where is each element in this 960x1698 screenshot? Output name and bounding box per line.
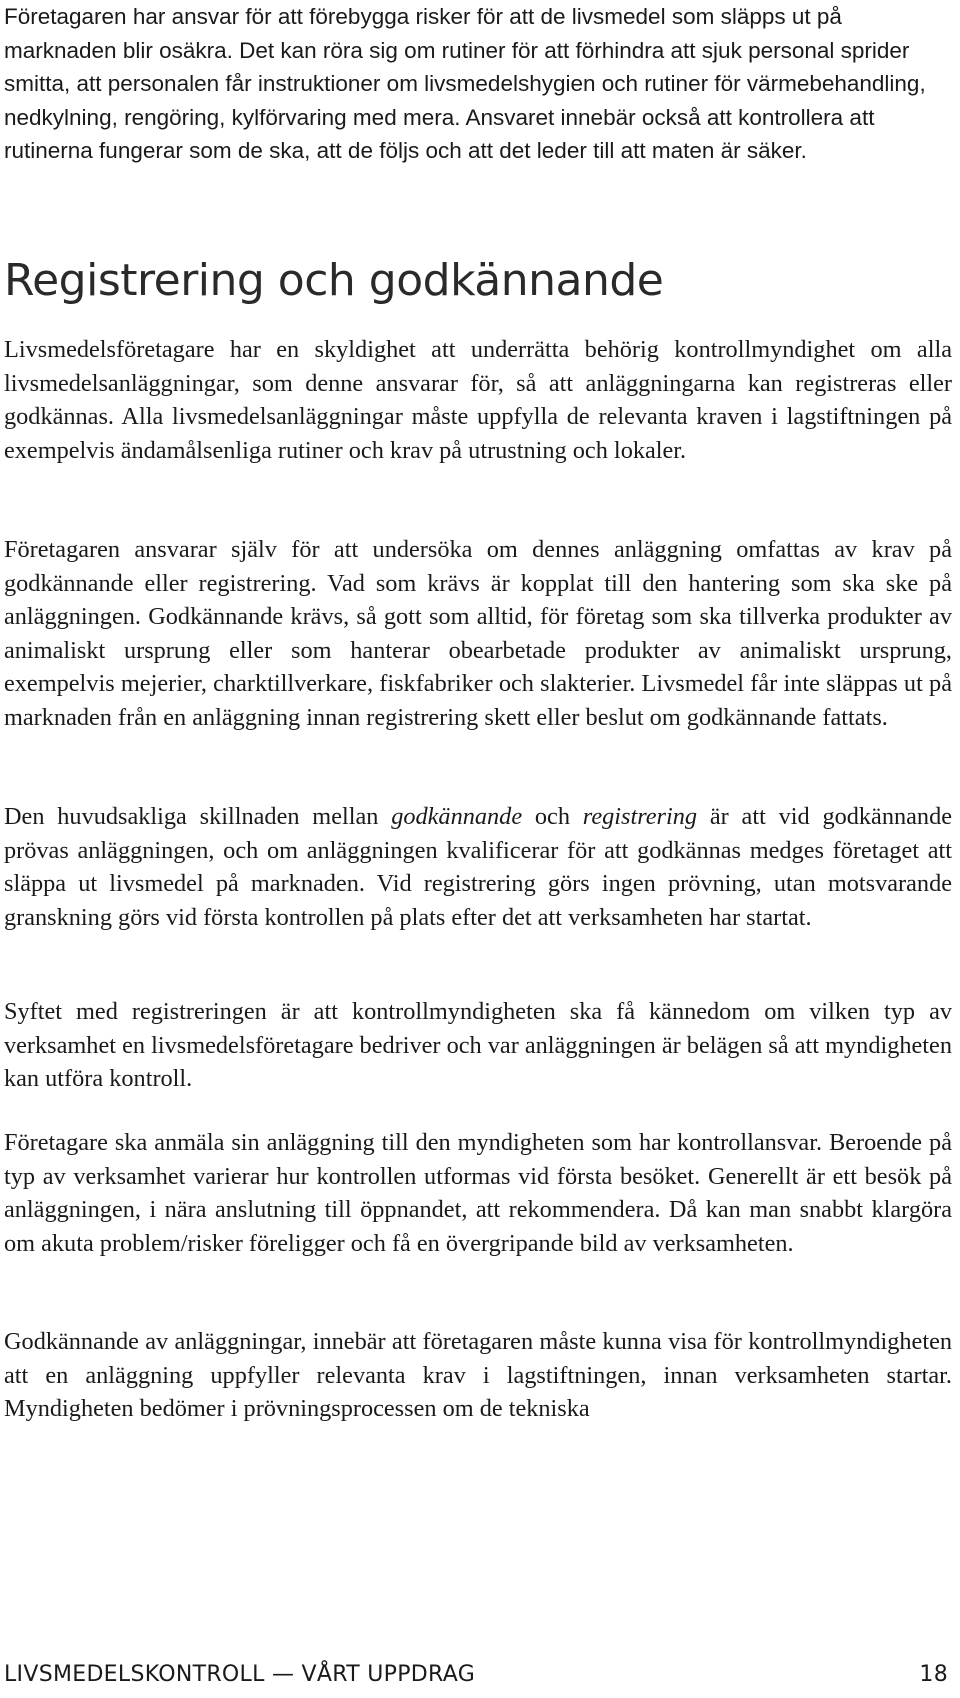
body-paragraph-4 (4, 995, 952, 1096)
body-paragraph-5 (4, 1126, 952, 1260)
paragraph-segment: är att vid godkännande prövas anläggningen, och om anläggningen kvalificerar för att godkännas medges företaget att släppa ut livsmedel på marknaden. Vid registrering görs ingen prövning, utan motsvarande granskning görs vid första kontrollen på plats efter det att verksamheten har startat. (4, 803, 952, 931)
emphasis-registrering: registrering (582, 803, 698, 830)
paragraph-segment: Den huvudsakliga skillnaden mellan (4, 803, 392, 830)
paragraph-text: Företagaren ansvarar själv för att undersöka om dennes anläggning omfattas av krav på godkännande eller registrering. Vad som krävs är kopplat till den hantering som ska ske på anläggningen. Godkännande krävs, så gott som alltid, för företag som ska tillverka produkter av animaliskt ursprung eller som hanterar obearbetade produkter av animaliskt ursprung, exempelvis mejerier, charktillverkare, fiskfabriker och slakterier. Livsmedel får inte släppas ut på marknaden från en anläggning innan registrering skett eller beslut om godkännande fattats. (4, 536, 952, 731)
paragraph-text: Godkännande av anläggningar, innebär att företagaren måste kunna visa för kontrollmyndigheten att en anläggning uppfyller relevanta krav i lagstiftningen, innan verksamheten startar. Myndigheten bedömer i prövningsprocessen om de tekniska (4, 1328, 952, 1422)
body-paragraph-6 (4, 1325, 952, 1426)
paragraph-text (4, 800, 952, 934)
intro-paragraph: Företagaren har ansvar för att förebygga risker för att de livsmedel som släpps ut på marknaden blir osäkra. Det kan röra sig om rutiner för att förhindra att sjuk personal sprider smitta, att personalen får instruktioner om livsmedelshygien och rutiner för värmebehandling, nedkylning, rengöring, kylförvaring med mera. Ansvaret innebär också att kontrollera att rutinerna fungerar som de ska, att de följs och att det leder till att maten är säker. (4, 4, 926, 163)
body-paragraph-3 (4, 800, 952, 934)
emphasis-godkannande: godkännande (391, 803, 523, 830)
body-paragraph-1 (4, 333, 952, 467)
paragraph-text: Syftet med registreringen är att kontrollmyndigheten ska få kännedom om vilken typ av verksamhet en livsmedelsföretagare bedriver och var anläggningen är belägen så att myndigheten kan utföra kontroll. (4, 998, 952, 1092)
page-number: 18 (919, 1662, 948, 1687)
paragraph-text: Företagare ska anmäla sin anläggning till den myndigheten som har kontrollansvar. Beroende på typ av verksamhet varierar hur kontrollen utformas vid första besöket. Generellt är ett besök på anläggningen, i nära anslutning till öppnandet, att rekommendera. Då kan man snabbt klargöra om akuta problem/risker föreligger och få en övergripande bild av verksamheten. (4, 1129, 952, 1257)
paragraph-segment: och (522, 803, 583, 830)
footer-title: LIVSMEDELSKONTROLL — VÅRT UPPDRAG (4, 1662, 476, 1687)
page-footer (4, 1662, 948, 1698)
paragraph-text: Livsmedelsföretagare har en skyldighet att underrätta behörig kontrollmyndighet om alla livsmedelsanläggningar, som denne ansvarar för, så att anläggningarna kan registreras eller godkännas. Alla livsmedelsanläggningar måste uppfylla de relevanta kraven i lagstiftningen på exempelvis ändamålsenliga rutiner och krav på utrustning och lokaler. (4, 336, 952, 464)
section-heading: Registrering och godkännande (4, 255, 664, 306)
body-paragraph-2 (4, 533, 952, 734)
